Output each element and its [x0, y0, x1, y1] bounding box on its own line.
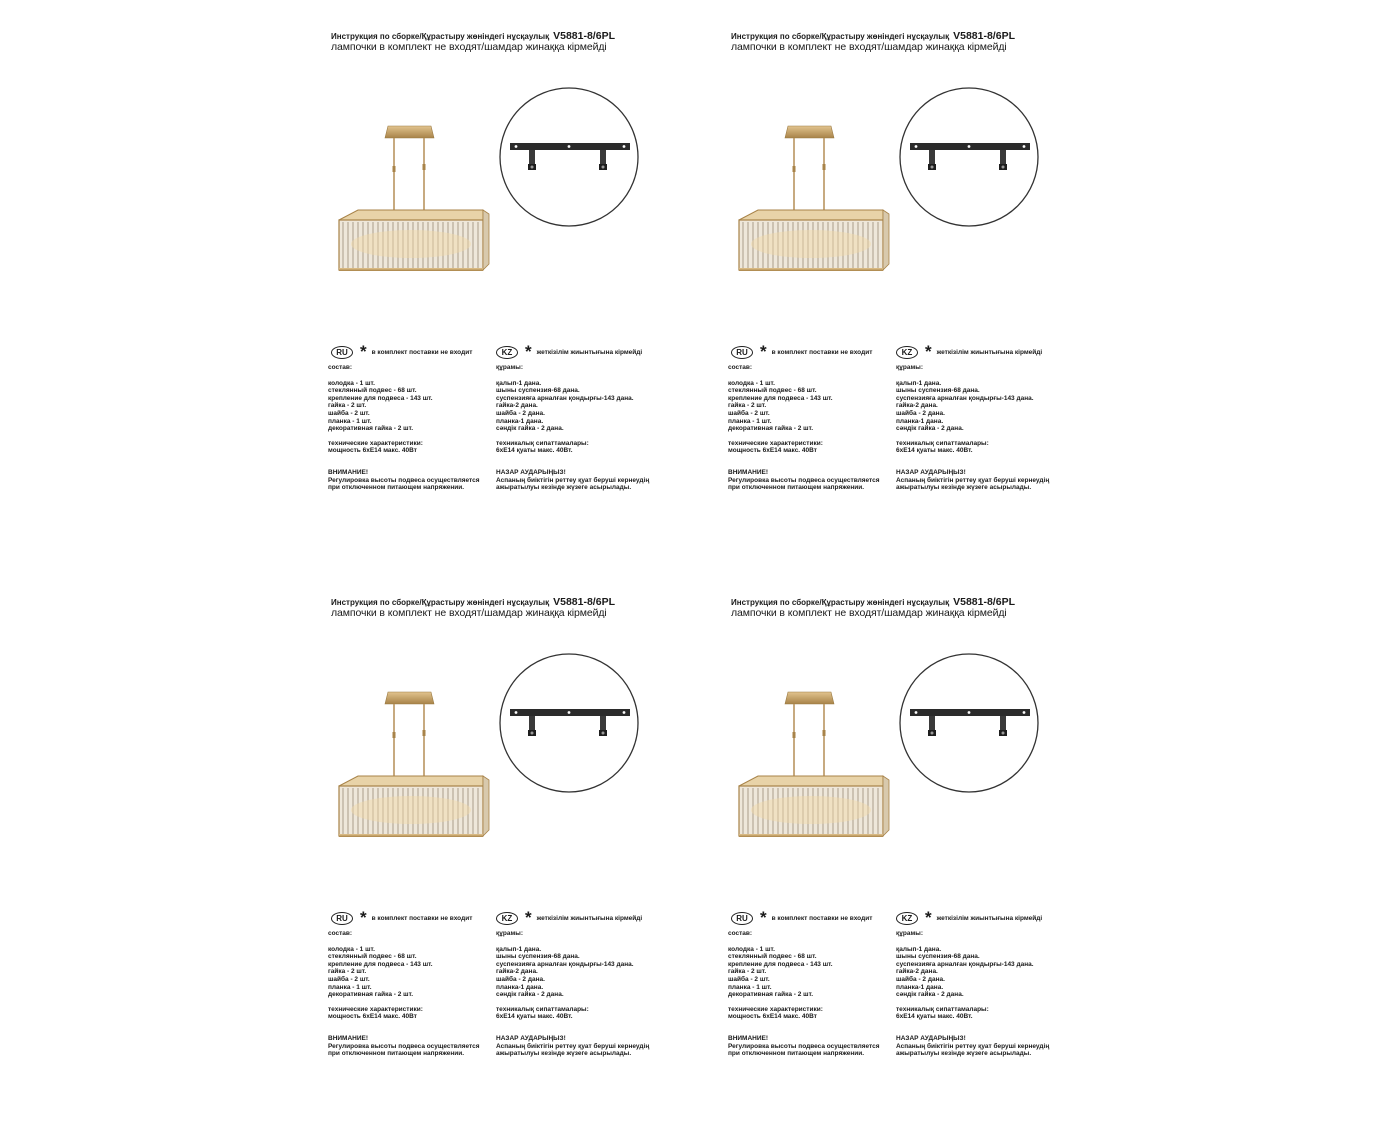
- list-item: планка-1 дана.: [496, 417, 544, 425]
- list-item: сәндік гайка - 2 дана.: [896, 991, 964, 999]
- instruction-sheet-3: [328, 596, 691, 1116]
- sheet-subtitle: лампочки в комплект не входят/шамдар жинаққа кірмейді: [731, 41, 1007, 53]
- sheet-subtitle: лампочки в комплект не входят/шамдар жинаққа кірмейді: [331, 607, 607, 619]
- list-item: декоративная гайка - 2 шт.: [728, 425, 813, 433]
- list-item: планка-1 дана.: [896, 983, 944, 991]
- kz-section-title: құрамы:: [496, 364, 523, 371]
- kz-legend: [896, 344, 1042, 360]
- ru-section-title: состав:: [728, 364, 753, 371]
- list-item: гайка-2 дана.: [896, 968, 938, 976]
- ru-legend: [731, 344, 872, 360]
- ru-specs: [328, 364, 480, 492]
- chandelier-illustration: [331, 652, 496, 852]
- list-item: сәндік гайка - 2 дана.: [496, 425, 564, 433]
- ru-tech-title: технические характеристики:: [328, 439, 423, 447]
- kz-legend: [496, 910, 642, 926]
- kz-warning-title: НАЗАР АУДАРЫҢЫЗ!: [896, 468, 966, 476]
- list-item: крепление для подвеса - 143 шт.: [328, 960, 433, 968]
- list-item: колодка - 1 шт.: [728, 945, 775, 953]
- list-item: қалып-1 дана.: [896, 379, 942, 387]
- ru-warning-text: Регулировка высоты подвеса осуществляется: [728, 476, 880, 484]
- list-item: колодка - 1 шт.: [328, 379, 375, 387]
- kz-note: жеткізілім жиынтығына кірмейді: [536, 914, 643, 922]
- asterisk-icon: *: [925, 342, 932, 361]
- mounting-bracket-detail: [898, 652, 1040, 794]
- ru-tech-title: технические характеристики:: [728, 439, 823, 447]
- ru-tech-value: мощность 6xE14 макс. 40Вт: [328, 1013, 417, 1021]
- list-item: стеклянный подвес - 68 шт.: [728, 953, 817, 961]
- list-item: декоративная гайка - 2 шт.: [728, 991, 813, 999]
- list-item: планка-1 дана.: [496, 983, 544, 991]
- list-item: шыны суспензия-68 дана.: [496, 953, 580, 961]
- ru-warning-text: при отключенном питающем напряжении.: [728, 1050, 865, 1058]
- ru-section-title: состав:: [728, 930, 753, 937]
- list-item: гайка - 2 шт.: [728, 402, 767, 410]
- asterisk-icon: *: [525, 908, 532, 927]
- ru-note: в комплект поставки не входит: [371, 914, 473, 922]
- ru-note: в комплект поставки не входит: [771, 914, 873, 922]
- kz-section-title: құрамы:: [896, 364, 923, 371]
- kz-warning-title: НАЗАР АУДАРЫҢЫЗ!: [496, 468, 566, 476]
- mounting-bracket-detail: [498, 86, 640, 228]
- chandelier-illustration: [731, 86, 896, 286]
- list-item: декоративная гайка - 2 шт.: [328, 425, 413, 433]
- model-number: V5881-8/6PL: [953, 596, 1015, 608]
- kz-warning-text: ажыратылуы кезінде жүзеге асырылады.: [496, 1050, 632, 1058]
- list-item: шайба - 2 дана.: [896, 975, 945, 983]
- kz-tech-title: техникалық сипаттамалары:: [896, 1005, 989, 1013]
- kz-legend: [496, 344, 642, 360]
- asterisk-icon: *: [760, 342, 767, 361]
- list-item: гайка - 2 шт.: [328, 968, 367, 976]
- list-item: шайба - 2 дана.: [896, 409, 945, 417]
- kz-section-title: құрамы:: [896, 930, 923, 937]
- list-item: шайба - 2 шт.: [728, 409, 770, 417]
- list-item: гайка - 2 шт.: [328, 402, 367, 410]
- ru-tech-title: технические характеристики:: [328, 1005, 423, 1013]
- ru-warning-text: при отключенном питающем напряжении.: [328, 484, 465, 492]
- list-item: гайка-2 дана.: [496, 402, 538, 410]
- model-number: V5881-8/6PL: [553, 30, 615, 42]
- ru-legend: [731, 910, 872, 926]
- ru-warning-text: при отключенном питающем напряжении.: [728, 484, 865, 492]
- kz-specs: [896, 364, 1049, 492]
- instruction-sheet-4: [728, 596, 1091, 1116]
- ru-legend: [331, 910, 472, 926]
- kz-warning-title: НАЗАР АУДАРЫҢЫЗ!: [896, 1034, 966, 1042]
- list-item: шайба - 2 дана.: [496, 409, 545, 417]
- asterisk-icon: *: [360, 908, 367, 927]
- chandelier-illustration: [331, 86, 496, 286]
- kz-warning-text: Аспаның биіктігін реттеу қуат беруші кернеудің: [496, 476, 650, 484]
- list-item: гайка - 2 шт.: [728, 968, 767, 976]
- kz-tech-value: 6xE14 қуаты макс. 40Вт.: [896, 447, 973, 455]
- ru-tech-title: технические характеристики:: [728, 1005, 823, 1013]
- list-item: планка - 1 шт.: [728, 417, 772, 425]
- list-item: крепление для подвеса - 143 шт.: [728, 960, 833, 968]
- ru-warning-title: ВНИМАНИЕ!: [328, 1034, 369, 1042]
- ru-tech-value: мощность 6xE14 макс. 40Вт: [728, 447, 817, 455]
- ru-section-title: состав:: [328, 364, 353, 371]
- ru-legend: [331, 344, 472, 360]
- ru-warning-text: при отключенном питающем напряжении.: [328, 1050, 465, 1058]
- kz-warning-text: ажыратылуы кезінде жүзеге асырылады.: [896, 484, 1032, 492]
- ru-note: в комплект поставки не входит: [371, 348, 473, 356]
- list-item: крепление для подвеса - 143 шт.: [728, 394, 833, 402]
- list-item: шыны суспензия-68 дана.: [896, 387, 980, 395]
- asterisk-icon: *: [360, 342, 367, 361]
- ru-specs: [328, 930, 480, 1058]
- ru-warning-title: ВНИМАНИЕ!: [728, 468, 769, 476]
- kz-badge: KZ: [896, 912, 918, 925]
- list-item: планка - 1 шт.: [328, 417, 372, 425]
- ru-badge: RU: [331, 912, 353, 925]
- kz-warning-text: ажыратылуы кезінде жүзеге асырылады.: [896, 1050, 1032, 1058]
- sheet-subtitle: лампочки в комплект не входят/шамдар жинаққа кірмейді: [331, 41, 607, 53]
- ru-badge: RU: [731, 912, 753, 925]
- kz-warning-title: НАЗАР АУДАРЫҢЫЗ!: [496, 1034, 566, 1042]
- list-item: стеклянный подвес - 68 шт.: [328, 953, 417, 961]
- kz-warning-text: Аспаның биіктігін реттеу қуат беруші кернеудің: [896, 1042, 1050, 1050]
- kz-legend: [896, 910, 1042, 926]
- ru-tech-value: мощность 6xE14 макс. 40Вт: [328, 447, 417, 455]
- list-item: колодка - 1 шт.: [328, 945, 375, 953]
- ru-specs: [728, 364, 880, 492]
- list-item: қалып-1 дана.: [896, 945, 942, 953]
- asterisk-icon: *: [525, 342, 532, 361]
- kz-tech-title: техникалық сипаттамалары:: [496, 1005, 589, 1013]
- sheet-title: Инструкция по сборке/Құрастыру жөніндегі нұсқаулық V5881-8/6PL: [731, 30, 1015, 42]
- sheet-title: Инструкция по сборке/Құрастыру жөніндегі нұсқаулық V5881-8/6PL: [331, 30, 615, 42]
- list-item: суспензияға арналған қондырғы-143 дана.: [496, 394, 634, 402]
- ru-warning-title: ВНИМАНИЕ!: [728, 1034, 769, 1042]
- list-item: сәндік гайка - 2 дана.: [896, 425, 964, 433]
- list-item: колодка - 1 шт.: [728, 379, 775, 387]
- sheet-title: Инструкция по сборке/Құрастыру жөніндегі нұсқаулық V5881-8/6PL: [331, 596, 615, 608]
- list-item: шыны суспензия-68 дана.: [896, 953, 980, 961]
- list-item: гайка-2 дана.: [896, 402, 938, 410]
- instruction-sheet-1: [328, 30, 691, 550]
- kz-badge: KZ: [496, 346, 518, 359]
- kz-specs: [896, 930, 1049, 1058]
- instruction-sheet-2: [728, 30, 1091, 550]
- ru-tech-value: мощность 6xE14 макс. 40Вт: [728, 1013, 817, 1021]
- ru-warning-title: ВНИМАНИЕ!: [328, 468, 369, 476]
- model-number: V5881-8/6PL: [553, 596, 615, 608]
- kz-warning-text: Аспаның биіктігін реттеу қуат беруші кернеудің: [896, 476, 1050, 484]
- model-number: V5881-8/6PL: [953, 30, 1015, 42]
- sheet-title: Инструкция по сборке/Құрастыру жөніндегі нұсқаулық V5881-8/6PL: [731, 596, 1015, 608]
- list-item: шайба - 2 шт.: [328, 975, 370, 983]
- list-item: суспензияға арналған қондырғы-143 дана.: [496, 960, 634, 968]
- mounting-bracket-detail: [498, 652, 640, 794]
- kz-note: жеткізілім жиынтығына кірмейді: [936, 348, 1043, 356]
- list-item: суспензияға арналған қондырғы-143 дана.: [896, 960, 1034, 968]
- list-item: планка - 1 шт.: [328, 983, 372, 991]
- list-item: стеклянный подвес - 68 шт.: [328, 387, 417, 395]
- kz-note: жеткізілім жиынтығына кірмейді: [536, 348, 643, 356]
- ru-warning-text: Регулировка высоты подвеса осуществляется: [328, 476, 480, 484]
- kz-tech-title: техникалық сипаттамалары:: [496, 439, 589, 447]
- list-item: қалып-1 дана.: [496, 379, 542, 387]
- list-item: крепление для подвеса - 143 шт.: [328, 394, 433, 402]
- list-item: планка - 1 шт.: [728, 983, 772, 991]
- kz-tech-title: техникалық сипаттамалары:: [896, 439, 989, 447]
- list-item: гайка-2 дана.: [496, 968, 538, 976]
- kz-warning-text: Аспаның биіктігін реттеу қуат беруші кернеудің: [496, 1042, 650, 1050]
- ru-specs: [728, 930, 880, 1058]
- kz-specs: [496, 364, 649, 492]
- kz-section-title: құрамы:: [496, 930, 523, 937]
- list-item: сәндік гайка - 2 дана.: [496, 991, 564, 999]
- list-item: шайба - 2 шт.: [728, 975, 770, 983]
- ru-badge: RU: [731, 346, 753, 359]
- list-item: планка-1 дана.: [896, 417, 944, 425]
- ru-section-title: состав:: [328, 930, 353, 937]
- asterisk-icon: *: [925, 908, 932, 927]
- list-item: шыны суспензия-68 дана.: [496, 387, 580, 395]
- list-item: шайба - 2 дана.: [496, 975, 545, 983]
- list-item: стеклянный подвес - 68 шт.: [728, 387, 817, 395]
- chandelier-illustration: [731, 652, 896, 852]
- kz-specs: [496, 930, 649, 1058]
- list-item: шайба - 2 шт.: [328, 409, 370, 417]
- ru-warning-text: Регулировка высоты подвеса осуществляется: [328, 1042, 480, 1050]
- kz-badge: KZ: [896, 346, 918, 359]
- list-item: қалып-1 дана.: [496, 945, 542, 953]
- kz-note: жеткізілім жиынтығына кірмейді: [936, 914, 1043, 922]
- list-item: суспензияға арналған қондырғы-143 дана.: [896, 394, 1034, 402]
- kz-warning-text: ажыратылуы кезінде жүзеге асырылады.: [496, 484, 632, 492]
- kz-tech-value: 6xE14 қуаты макс. 40Вт.: [496, 1013, 573, 1021]
- sheet-subtitle: лампочки в комплект не входят/шамдар жинаққа кірмейді: [731, 607, 1007, 619]
- ru-note: в комплект поставки не входит: [771, 348, 873, 356]
- ru-warning-text: Регулировка высоты подвеса осуществляется: [728, 1042, 880, 1050]
- mounting-bracket-detail: [898, 86, 1040, 228]
- list-item: декоративная гайка - 2 шт.: [328, 991, 413, 999]
- asterisk-icon: *: [760, 908, 767, 927]
- kz-badge: KZ: [496, 912, 518, 925]
- kz-tech-value: 6xE14 қуаты макс. 40Вт.: [896, 1013, 973, 1021]
- ru-badge: RU: [331, 346, 353, 359]
- kz-tech-value: 6xE14 қуаты макс. 40Вт.: [496, 447, 573, 455]
